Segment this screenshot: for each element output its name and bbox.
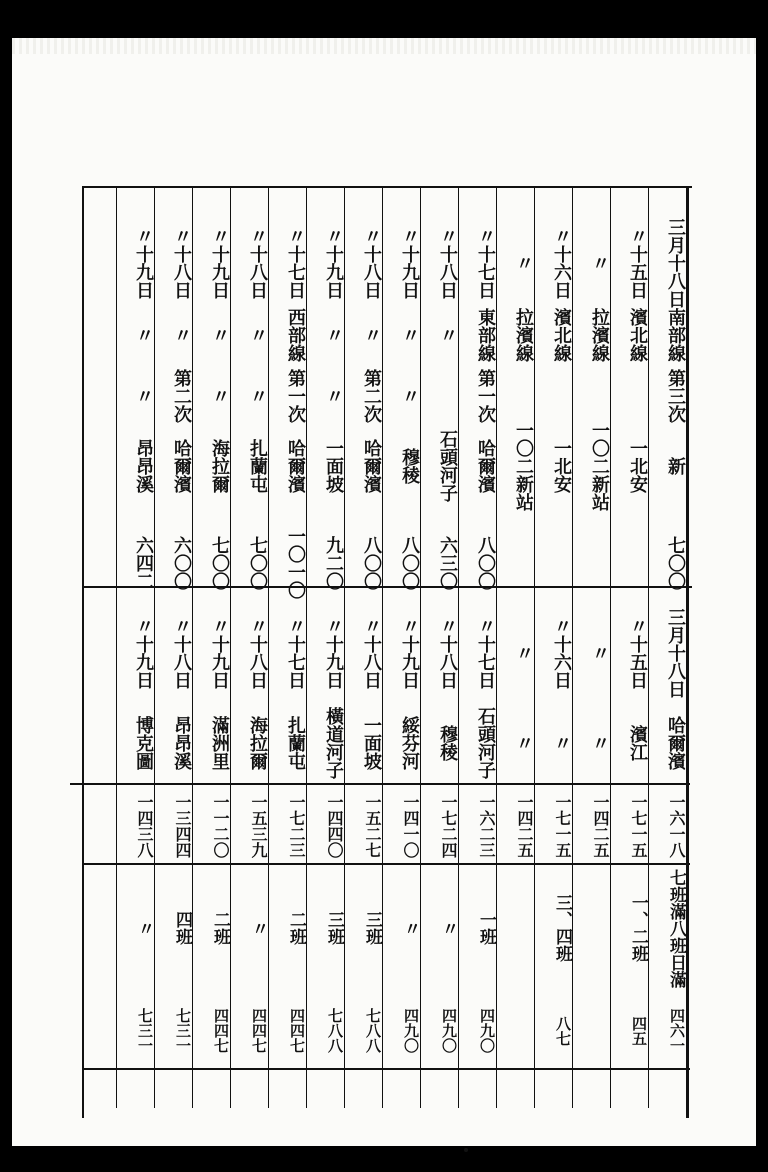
table2-team-cell: 三、四班	[552, 894, 572, 962]
table2-col-separator	[116, 588, 117, 1108]
table1-line-cell: 〃	[133, 326, 154, 344]
table2-col-separator	[344, 588, 345, 1108]
table1-col-separator	[116, 188, 117, 586]
table2-station-cell: 一面坡	[361, 716, 382, 770]
table1-station-cell: 哈爾濱	[285, 439, 306, 493]
table1-col-separator	[306, 188, 307, 586]
table2-col-separator	[534, 588, 535, 1108]
table2-team-cell: 七班滿八班日滿	[666, 868, 686, 988]
table1-date-cell: 〃	[589, 254, 610, 272]
table2-date-cell: 〃十七日	[475, 617, 496, 689]
table1-date-cell: 〃十九日	[133, 227, 154, 299]
table2-num-cell: 四六一	[668, 1008, 686, 1053]
table2-col-separator	[382, 588, 383, 1108]
table2-time-cell: 一五二七	[363, 793, 382, 858]
table2-date-cell: 三月十八日	[665, 608, 686, 698]
table1-col-separator	[610, 188, 611, 586]
table1-date-cell: 〃十八日	[171, 227, 192, 299]
table1-col-separator	[230, 188, 231, 586]
table1-station-cell: 扎蘭屯	[247, 439, 268, 493]
table2-col-separator	[192, 588, 193, 1108]
table1-line-cell: 東部線	[475, 308, 496, 362]
frame-right	[686, 188, 689, 1118]
table2-station-cell: 濱江	[627, 725, 648, 761]
table2-station-cell: 扎蘭屯	[285, 716, 306, 770]
table2-col-separator	[572, 588, 573, 1108]
table2-time-cell: 一六一八	[667, 793, 686, 858]
table1-col-separator	[344, 188, 345, 586]
table1-col-separator	[268, 188, 269, 586]
table2-num-cell: 七八八	[326, 1008, 344, 1053]
table2-station-cell: 〃	[551, 734, 572, 752]
table2-station-cell: 〃	[589, 734, 610, 752]
table1-col-separator	[496, 188, 497, 586]
table1-round-cell: 〃	[133, 387, 154, 405]
table2-team-cell: 〃	[134, 919, 154, 937]
table2-station-cell: 綏芬河	[399, 716, 420, 770]
table1-col-separator	[192, 188, 193, 586]
table2-col-separator	[496, 588, 497, 1108]
table1-date-cell: 〃十五日	[627, 227, 648, 299]
table1-time-cell: 八〇〇	[361, 536, 382, 590]
table2-time-cell: 一四一〇	[401, 793, 420, 858]
table1-time-cell: 七〇〇	[665, 536, 686, 590]
table1-line-cell: 西部線	[285, 308, 306, 362]
table1-station-cell: 哈爾濱	[171, 439, 192, 493]
table1-line-cell: 拉濱線	[513, 308, 534, 362]
table2-time-cell: 一一二〇	[211, 793, 230, 858]
table2-date-cell: 〃十八日	[437, 617, 458, 689]
table2-station-cell: 石頭河子	[475, 707, 496, 779]
table2-date-cell: 〃十五日	[627, 617, 648, 689]
table2-time-cell: 一三四四	[173, 793, 192, 858]
table2-rule-2	[82, 863, 690, 865]
table2-num-cell: 四四七	[288, 1008, 306, 1053]
table1-date-cell: 三月十八日	[665, 218, 686, 308]
table2-station-cell: 海拉爾	[247, 716, 268, 770]
table2-time-cell: 一四三八	[135, 793, 154, 858]
table1-line-cell: 濱北線	[551, 308, 572, 362]
table2-station-cell: 博克圖	[133, 716, 154, 770]
table2-team-cell: 〃	[248, 919, 268, 937]
table1-round-cell: 第一次	[475, 369, 496, 423]
table1-col-separator	[382, 188, 383, 586]
table1-time-cell: 八〇〇	[399, 536, 420, 590]
table1-station-cell: 一〇二新站	[589, 421, 610, 511]
table1-date-cell: 〃十七日	[285, 227, 306, 299]
table1-date-cell: 〃十八日	[361, 227, 382, 299]
table1-round-cell: 〃	[323, 387, 344, 405]
table2-station-cell: 哈爾濱	[665, 716, 686, 770]
table2-col-separator	[648, 588, 649, 1108]
table1-line-cell: 〃	[171, 326, 192, 344]
table2-date-cell: 〃十九日	[323, 617, 344, 689]
table1-station-cell: 哈爾濱	[361, 439, 382, 493]
table1-round-cell: 第二次	[171, 369, 192, 423]
table1-round-cell: 第三次	[665, 369, 686, 423]
table2-team-cell: 〃	[438, 919, 458, 937]
table1-date-cell: 〃十八日	[437, 227, 458, 299]
table2-date-cell: 〃	[589, 644, 610, 662]
table2-team-cell: 二班	[210, 911, 230, 945]
table1-time-cell: 七〇〇	[209, 536, 230, 590]
table1-round-cell: 第二次	[361, 369, 382, 423]
table1-line-cell: 〃	[323, 326, 344, 344]
table1-date-cell: 〃十九日	[209, 227, 230, 299]
table2-time-cell: 一四二五	[515, 793, 534, 858]
table2-date-cell: 〃十九日	[133, 617, 154, 689]
table1-col-separator	[648, 188, 649, 586]
table1-time-cell: 六四二	[133, 536, 154, 590]
table2-date-cell: 〃十六日	[551, 617, 572, 689]
table1-round-cell: 第一次	[285, 369, 306, 423]
table1-date-cell: 〃十九日	[399, 227, 420, 299]
table2-team-cell: 三班	[324, 911, 344, 945]
ink-dot	[464, 1148, 468, 1152]
table2-team-cell: 四班	[172, 911, 192, 945]
table1-line-cell: 〃	[247, 326, 268, 344]
table1-col-separator	[420, 188, 421, 586]
table1-line-cell: 〃	[209, 326, 230, 344]
table1-station-cell: 新	[665, 457, 686, 475]
table1-date-cell: 〃十六日	[551, 227, 572, 299]
table2-num-cell: 四五	[630, 1015, 648, 1046]
table1-date-cell: 〃十七日	[475, 227, 496, 299]
table1-station-cell: 哈爾濱	[475, 439, 496, 493]
table2-station-cell: 穆稜	[437, 725, 458, 761]
table1-col-separator	[534, 188, 535, 586]
table1-line-cell: 〃	[399, 326, 420, 344]
table2-bottom-rule	[82, 1068, 690, 1070]
table1-line-cell: 濱北線	[627, 308, 648, 362]
table2-num-cell: 四九〇	[478, 1008, 496, 1053]
table2-col-separator	[458, 588, 459, 1108]
table1-time-cell: 七〇〇	[247, 536, 268, 590]
table2-num-cell: 八七	[554, 1015, 572, 1046]
table2-col-separator	[154, 588, 155, 1108]
table2-team-cell: 一班	[476, 911, 496, 945]
table2-station-cell: 滿洲里	[209, 716, 230, 770]
frame-left	[82, 188, 84, 1118]
table2-time-cell: 一七一五	[553, 793, 572, 858]
table2-date-cell: 〃	[513, 644, 534, 662]
table1-date-cell: 〃十八日	[247, 227, 268, 299]
table1-time-cell: 九二〇	[323, 536, 344, 590]
table1-round-cell: 〃	[247, 387, 268, 405]
table1-round-cell: 〃	[399, 387, 420, 405]
table1-station-cell: 石頭河子	[437, 430, 458, 502]
table1-station-cell: 昂昂溪	[133, 439, 154, 493]
table2-num-cell: 七八八	[364, 1008, 382, 1053]
table2-date-cell: 〃十七日	[285, 617, 306, 689]
table1-line-cell: 〃	[361, 326, 382, 344]
table2-col-separator	[610, 588, 611, 1108]
table2-time-cell: 一七一五	[629, 793, 648, 858]
table2-time-cell: 一四二五	[591, 793, 610, 858]
table2-station-cell: 橫道河子	[323, 707, 344, 779]
table2-num-cell: 七三一	[136, 1008, 154, 1053]
table2-team-cell: 一、二班	[628, 894, 648, 962]
table2-date-cell: 〃十八日	[247, 617, 268, 689]
table2-date-cell: 〃十九日	[209, 617, 230, 689]
table1-top-rule	[82, 186, 692, 188]
table1-station-cell: 一〇二新站	[513, 421, 534, 511]
table1-time-cell: 一〇一〇	[285, 527, 306, 599]
table2-time-cell: 一六二三	[477, 793, 496, 858]
table2-team-cell: 〃	[400, 919, 420, 937]
document-page	[12, 38, 756, 1146]
table2-num-cell: 七三一	[174, 1008, 192, 1053]
table1-col-separator	[458, 188, 459, 586]
table2-num-cell: 四九〇	[440, 1008, 458, 1053]
table2-team-cell: 二班	[286, 911, 306, 945]
table2-num-cell: 四四七	[250, 1008, 268, 1053]
table1-station-cell: 一北安	[551, 439, 572, 493]
table1-station-cell: 一面坡	[323, 439, 344, 493]
table1-time-cell: 六〇〇	[171, 536, 192, 590]
table2-station-cell: 〃	[513, 734, 534, 752]
table2-date-cell: 〃十八日	[171, 617, 192, 689]
table1-time-cell: 八〇〇	[475, 536, 496, 590]
table1-line-cell: 〃	[437, 326, 458, 344]
table2-col-separator	[306, 588, 307, 1108]
table1-line-cell: 拉濱線	[589, 308, 610, 362]
table2-col-separator	[268, 588, 269, 1108]
table2-time-cell: 一七二四	[439, 793, 458, 858]
table2-num-cell: 四四七	[212, 1008, 230, 1053]
table2-col-separator	[230, 588, 231, 1108]
table2-station-cell: 昂昂溪	[171, 716, 192, 770]
table1-station-cell: 海拉爾	[209, 439, 230, 493]
table1-col-separator	[154, 188, 155, 586]
table1-round-cell: 〃	[209, 387, 230, 405]
table1-line-cell: 南部線	[665, 308, 686, 362]
table2-time-cell: 一四四〇	[325, 793, 344, 858]
table1-date-cell: 〃十九日	[323, 227, 344, 299]
table1-station-cell: 穆稜	[399, 448, 420, 484]
table1-date-cell: 〃	[513, 254, 534, 272]
table1-time-cell: 六三〇	[437, 536, 458, 590]
table2-date-cell: 〃十九日	[399, 617, 420, 689]
table2-date-cell: 〃十八日	[361, 617, 382, 689]
table2-time-cell: 一七二三	[287, 793, 306, 858]
table1-col-separator	[572, 188, 573, 586]
table2-col-separator	[420, 588, 421, 1108]
table2-team-cell: 三班	[362, 911, 382, 945]
table2-time-cell: 一五三九	[249, 793, 268, 858]
table2-num-cell: 四九〇	[402, 1008, 420, 1053]
table1-station-cell: 一北安	[627, 439, 648, 493]
